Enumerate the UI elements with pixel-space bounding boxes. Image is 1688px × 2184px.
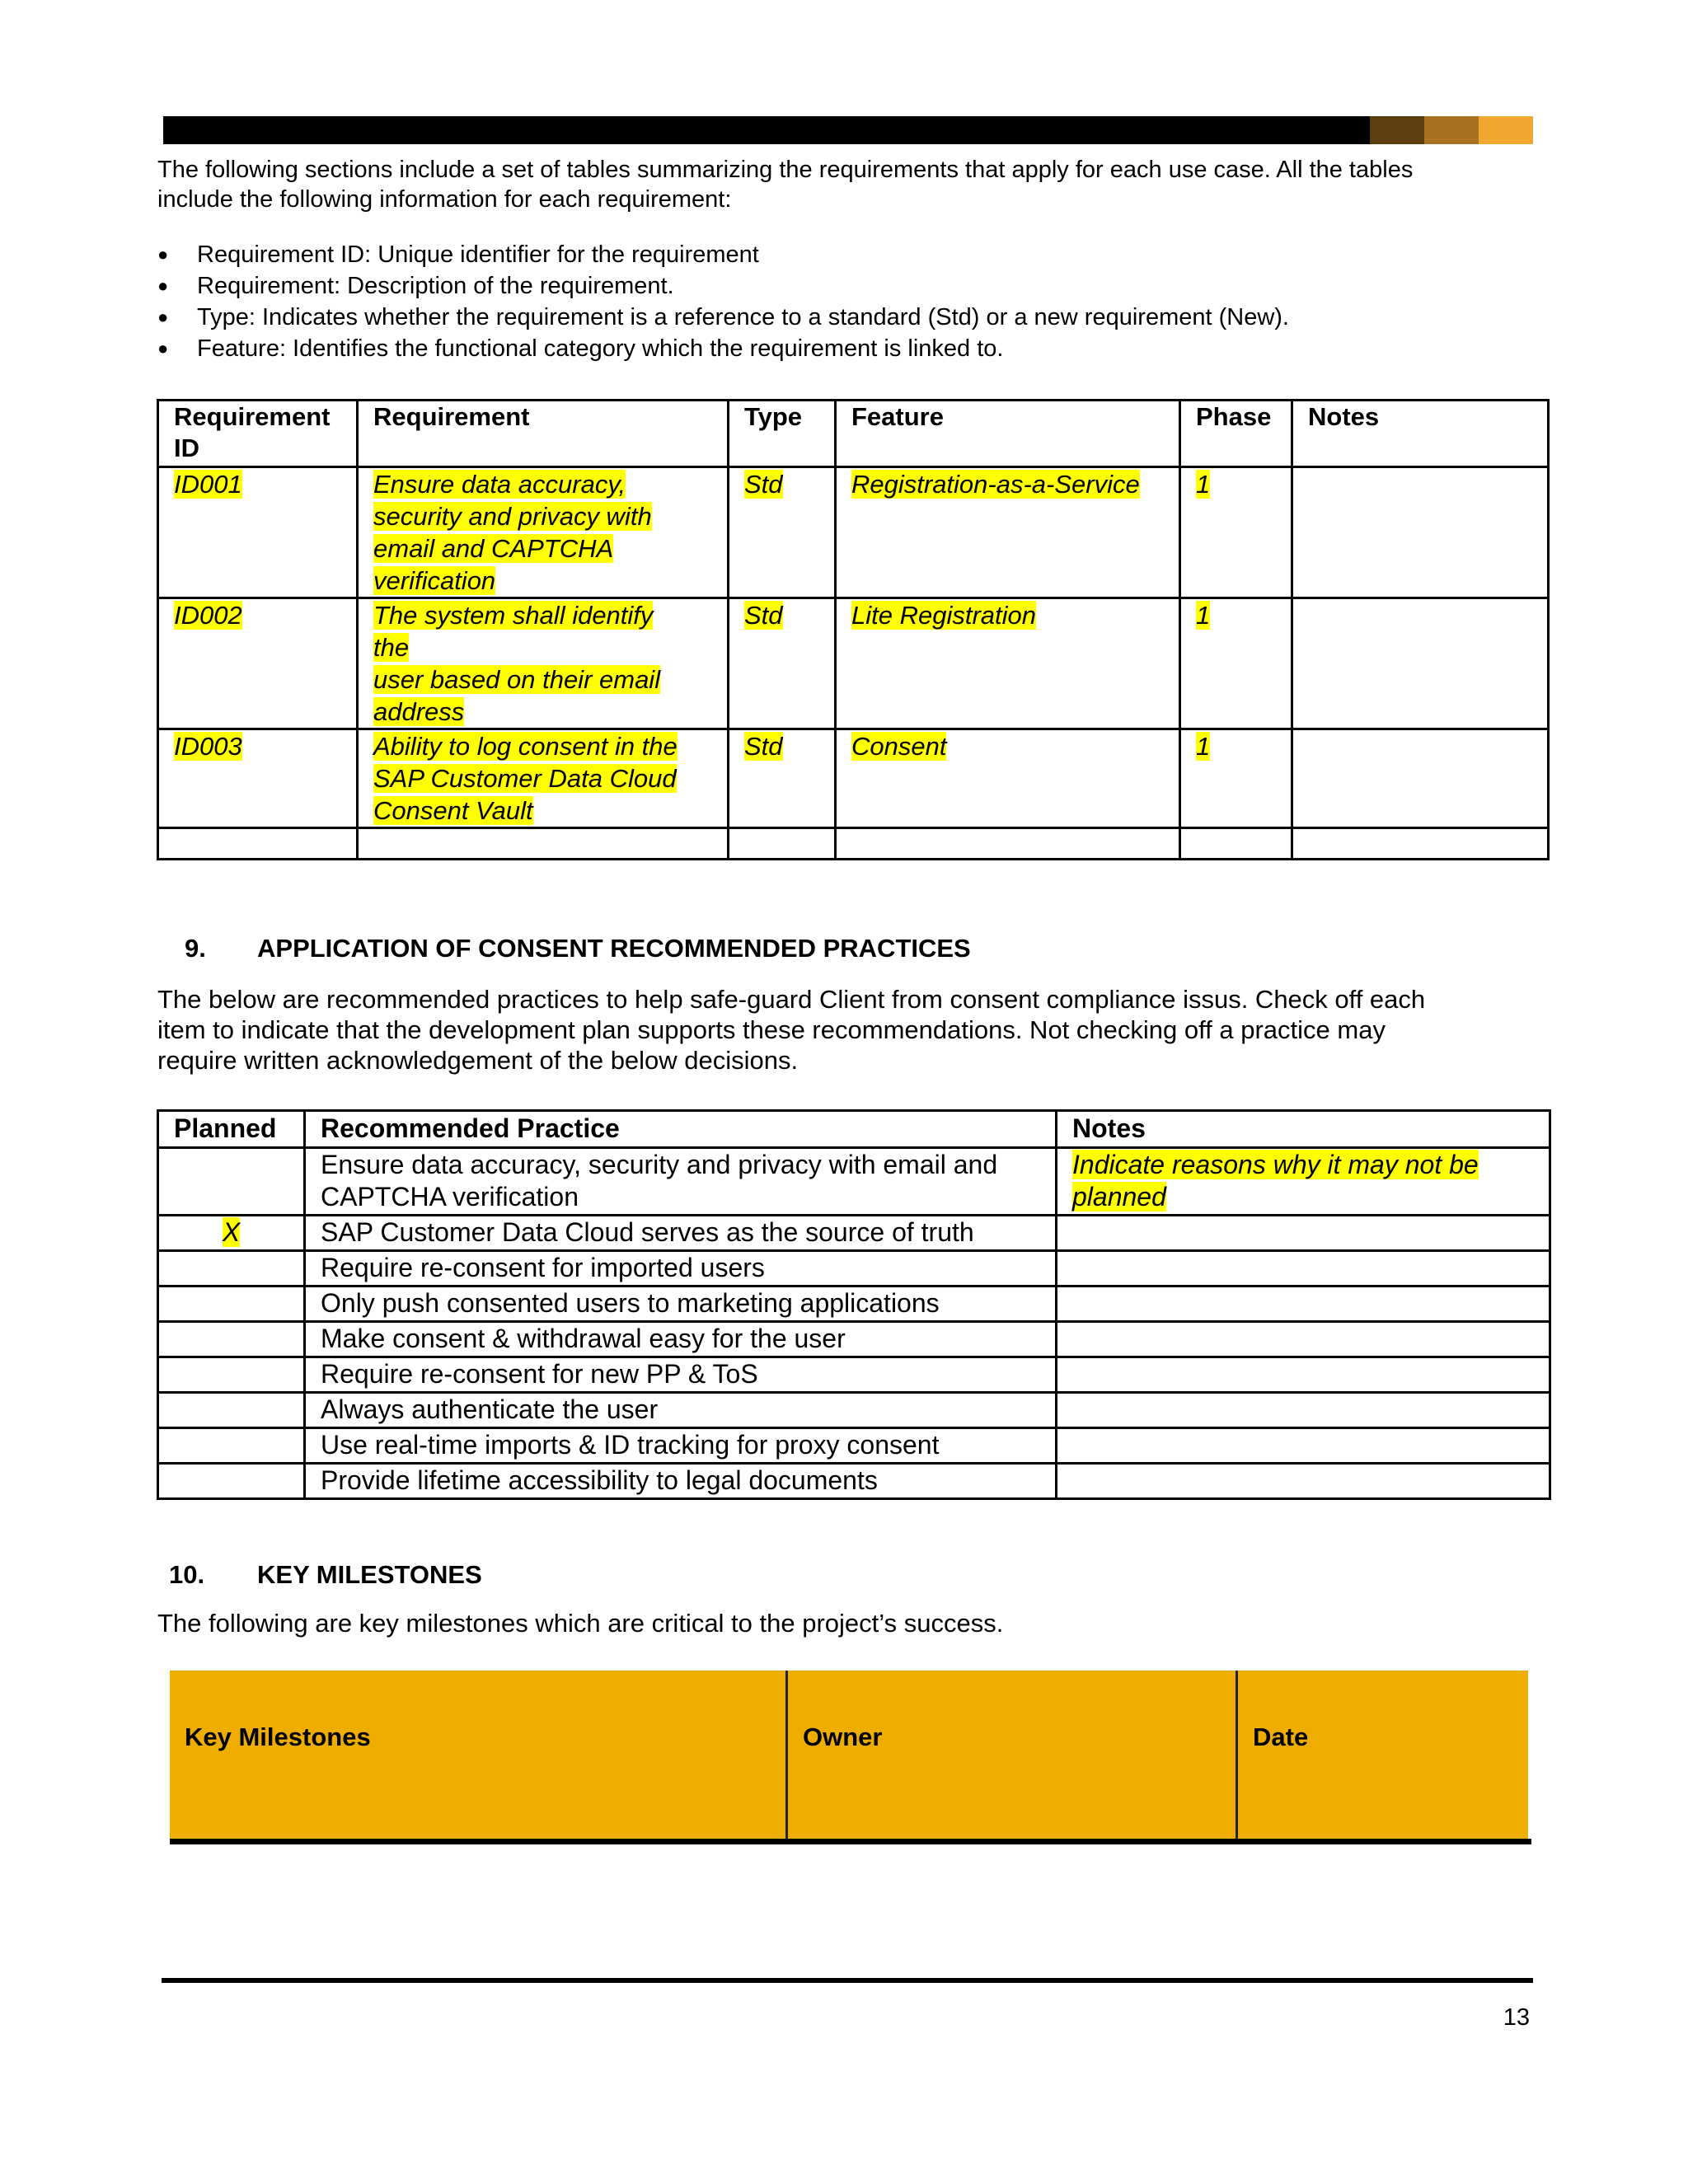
column-header-date: Date: [1253, 1722, 1309, 1751]
section-number: 9.: [185, 934, 206, 963]
column-header-planned: Planned: [158, 1111, 305, 1148]
planned-checkbox-cell[interactable]: [158, 1464, 305, 1499]
column-header-notes: Notes: [1292, 401, 1549, 467]
section-9-heading: [185, 934, 971, 963]
header-decorative-bar: [163, 116, 1533, 144]
practice-notes-cell: [1057, 1428, 1550, 1464]
column-header-type: Type: [729, 401, 836, 467]
intro-paragraph: [157, 155, 1542, 214]
table-row: [158, 729, 1549, 828]
requirement-id-cell: ID001: [158, 467, 358, 598]
table-row: [158, 1251, 1550, 1286]
practice-cell: Require re-consent for new PP & ToS: [305, 1357, 1057, 1393]
table-header-row: [158, 401, 1549, 467]
practice-cell: Make consent & withdrawal easy for the user: [305, 1322, 1057, 1357]
header-bar-gold: [1479, 116, 1533, 144]
practice-notes-cell: [1057, 1286, 1550, 1322]
practice-notes-cell: [1057, 1251, 1550, 1286]
table-row: [158, 1286, 1550, 1322]
planned-checkbox-cell[interactable]: [158, 1357, 305, 1393]
page-number: 13: [1503, 2004, 1530, 2031]
requirement-phase-cell: 1: [1180, 467, 1292, 598]
section-10-paragraph: The following are key milestones which are critical to the project’s success.: [157, 1609, 1004, 1638]
table-row: [158, 1357, 1550, 1393]
table-row: [158, 1148, 1550, 1216]
column-header-notes: Notes: [1057, 1111, 1550, 1148]
list-item: ● Type: Indicates whether the requirement is a reference to a standard (Std) or a new requirement (New).: [157, 302, 1289, 333]
table-row: [158, 1464, 1550, 1499]
practice-cell: Use real-time imports & ID tracking for proxy consent: [305, 1428, 1057, 1464]
table-row-empty: [158, 828, 1549, 860]
planned-checkbox-cell[interactable]: [158, 1393, 305, 1428]
planned-checkbox-cell[interactable]: X: [158, 1216, 305, 1251]
requirement-notes-cell: [1292, 467, 1549, 598]
list-item: ● Requirement: Description of the requirement.: [157, 270, 1289, 302]
key-milestones-table-header: [170, 1671, 1528, 1840]
practice-cell: Only push consented users to marketing applications: [305, 1286, 1057, 1322]
requirement-notes-cell: [1292, 598, 1549, 729]
requirement-type-cell: Std: [729, 467, 836, 598]
requirement-id-cell: ID002: [158, 598, 358, 729]
footer-divider: [162, 1978, 1533, 1983]
practice-notes-cell: Indicate reasons why it may not be planned: [1057, 1148, 1550, 1216]
requirement-notes-cell: [1292, 729, 1549, 828]
column-header-phase: Phase: [1180, 401, 1292, 467]
requirement-feature-cell: Consent: [836, 729, 1180, 828]
practice-notes-cell: [1057, 1464, 1550, 1499]
planned-checkbox-cell[interactable]: [158, 1428, 305, 1464]
section-title: APPLICATION OF CONSENT RECOMMENDED PRACTICES: [257, 934, 971, 963]
planned-checkbox-cell[interactable]: [158, 1322, 305, 1357]
planned-checkbox-cell[interactable]: [158, 1286, 305, 1322]
requirement-text-cell: Ability to log consent in the SAP Customer Data Cloud Consent Vault: [358, 729, 729, 828]
list-item: ● Feature: Identifies the functional category which the requirement is linked to.: [157, 333, 1289, 364]
practice-cell: Provide lifetime accessibility to legal documents: [305, 1464, 1057, 1499]
practice-notes-cell: [1057, 1216, 1550, 1251]
section-9-paragraph: The below are recommended practices to help safe-guard Client from consent compliance issus. Check off each item to indicate that the development plan supports these recommendations. Not checking off a practice may require written acknowledgement of the below decisions.: [157, 985, 1426, 1075]
requirement-type-cell: Std: [729, 598, 836, 729]
intro-line: The following sections include a set of tables summarizing the requirements that apply for each use case. All the tables: [157, 157, 1414, 183]
practice-cell: Ensure data accuracy, security and privacy with email and CAPTCHA verification: [305, 1148, 1057, 1216]
practice-cell: Require re-consent for imported users: [305, 1251, 1057, 1286]
section-number: 10.: [169, 1560, 205, 1589]
column-header-feature: Feature: [836, 401, 1180, 467]
column-header-requirement: Requirement: [358, 401, 729, 467]
requirement-feature-cell: Lite Registration: [836, 598, 1180, 729]
requirement-type-cell: Std: [729, 729, 836, 828]
planned-checkbox-cell[interactable]: [158, 1251, 305, 1286]
column-header-owner: Owner: [788, 1671, 1238, 1840]
column-header-milestone: Key Milestones: [170, 1671, 788, 1840]
table-row: [158, 1428, 1550, 1464]
requirement-text-cell: Ensure data accuracy, security and privacy with email and CAPTCHA verification: [358, 467, 729, 598]
table-row: [158, 1393, 1550, 1428]
column-header-id: Requirement ID: [158, 401, 358, 467]
requirement-text-cell: The system shall identify the user based on their email address: [358, 598, 729, 729]
recommended-practices-table: [157, 1109, 1551, 1500]
header-bar-bronze: [1424, 116, 1479, 144]
practice-notes-cell: [1057, 1393, 1550, 1428]
planned-checkbox-cell[interactable]: [158, 1148, 305, 1216]
requirement-phase-cell: 1: [1180, 729, 1292, 828]
list-item: ● Requirement ID: Unique identifier for the requirement: [157, 239, 1289, 270]
section-title: KEY MILESTONES: [257, 1560, 482, 1589]
table-row: [158, 1322, 1550, 1357]
intro-line: include the following information for each requirement:: [157, 186, 732, 213]
practice-cell: Always authenticate the user: [305, 1393, 1057, 1428]
header-bar-black: [163, 116, 1370, 144]
table-row: [158, 467, 1549, 598]
practice-notes-cell: [1057, 1322, 1550, 1357]
section-10-heading: [169, 1560, 482, 1590]
table-header-row: [158, 1111, 1550, 1148]
requirements-table: [157, 399, 1550, 860]
header-bar-brown: [1370, 116, 1424, 144]
column-header-practice: Recommended Practice: [305, 1111, 1057, 1148]
requirement-phase-cell: 1: [1180, 598, 1292, 729]
practice-cell: SAP Customer Data Cloud serves as the source of truth: [305, 1216, 1057, 1251]
field-definition-list: [157, 239, 1289, 364]
requirement-id-cell: ID003: [158, 729, 358, 828]
milestones-table-rule: [170, 1839, 1531, 1844]
table-row: [158, 598, 1549, 729]
practice-notes-cell: [1057, 1357, 1550, 1393]
table-row: [158, 1216, 1550, 1251]
requirement-feature-cell: Registration-as-a-Service: [836, 467, 1180, 598]
